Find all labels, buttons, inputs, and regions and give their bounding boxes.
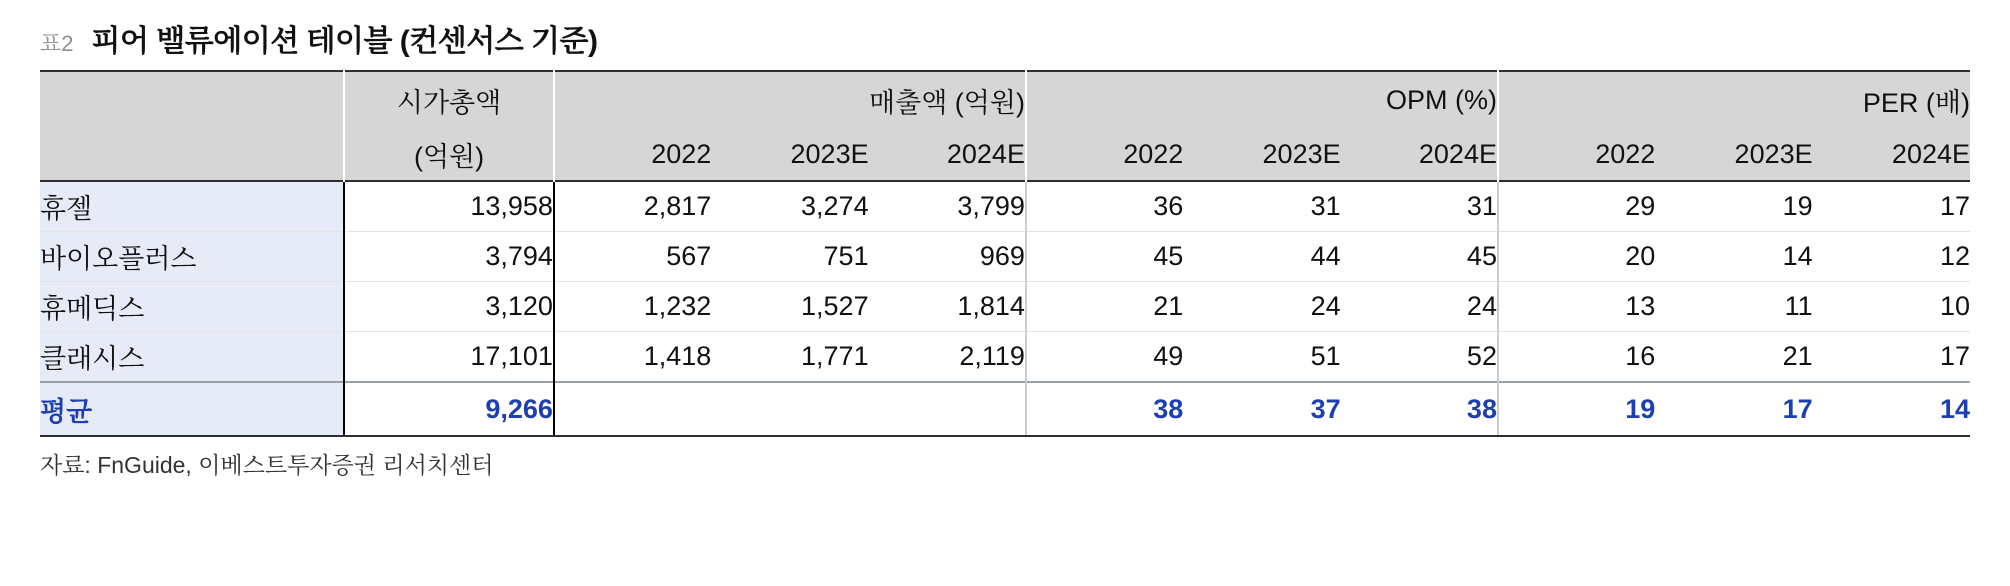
cell-per-2022: 20 (1498, 232, 1655, 282)
cell-per-2024e: 17 (1813, 332, 1970, 383)
cell-per-2022: 16 (1498, 332, 1655, 383)
cell-per-2022: 29 (1498, 181, 1655, 232)
header-revenue-group: 매출액 (억원) (554, 71, 1026, 128)
cell-opm-2024e: 45 (1341, 232, 1498, 282)
header-opm-2022: 2022 (1026, 128, 1183, 181)
table-head (40, 71, 1970, 181)
cell-revenue-2022: 567 (554, 232, 711, 282)
header-blank-corner (40, 71, 344, 128)
table-row (40, 232, 1970, 282)
cell-per-2024e: 12 (1813, 232, 1970, 282)
row-company-name: 휴젤 (40, 181, 344, 232)
cell-revenue-2023e: 751 (711, 232, 868, 282)
cell-per-2023e: 11 (1655, 282, 1812, 332)
table-average-row (40, 382, 1970, 436)
avg-opm-2024e: 38 (1341, 382, 1498, 436)
table-number-label: 표2 (40, 31, 74, 56)
avg-per-2023e: 17 (1655, 382, 1812, 436)
cell-revenue-2024e: 1,814 (869, 282, 1026, 332)
row-company-name: 휴메딕스 (40, 282, 344, 332)
header-opm-2024e: 2024E (1341, 128, 1498, 181)
cell-per-2022: 13 (1498, 282, 1655, 332)
source-note: 자료: FnGuide, 이베스트투자증권 리서치센터 (40, 452, 494, 478)
cell-opm-2024e: 31 (1341, 181, 1498, 232)
peer-valuation-table-wrapper (40, 70, 1970, 437)
header-marketcap-unit: (억원) (344, 128, 554, 181)
peer-valuation-table (40, 70, 1970, 437)
cell-per-2024e: 10 (1813, 282, 1970, 332)
avg-revenue-2024e (869, 382, 1026, 436)
avg-opm-2023e: 37 (1183, 382, 1340, 436)
cell-revenue-2022: 2,817 (554, 181, 711, 232)
cell-revenue-2023e: 1,527 (711, 282, 868, 332)
row-average-label: 평균 (40, 382, 344, 436)
cell-revenue-2024e: 969 (869, 232, 1026, 282)
cell-opm-2024e: 52 (1341, 332, 1498, 383)
cell-opm-2022: 45 (1026, 232, 1183, 282)
table-title-row (0, 0, 2010, 70)
avg-revenue-2023e (711, 382, 868, 436)
cell-opm-2023e: 24 (1183, 282, 1340, 332)
cell-revenue-2022: 1,418 (554, 332, 711, 383)
cell-marketcap: 3,794 (344, 232, 554, 282)
avg-revenue-2022 (554, 382, 711, 436)
table-header-sub-row (40, 128, 1970, 181)
row-company-name: 클래시스 (40, 332, 344, 383)
header-blank-corner-2 (40, 128, 344, 181)
header-opm-group: OPM (%) (1026, 71, 1498, 128)
header-marketcap-title: 시가총액 (344, 71, 554, 128)
cell-revenue-2024e: 3,799 (869, 181, 1026, 232)
cell-opm-2022: 36 (1026, 181, 1183, 232)
cell-opm-2022: 49 (1026, 332, 1183, 383)
cell-revenue-2023e: 3,274 (711, 181, 868, 232)
cell-per-2023e: 14 (1655, 232, 1812, 282)
avg-opm-2022: 38 (1026, 382, 1183, 436)
table-header-group-row (40, 71, 1970, 128)
cell-per-2023e: 21 (1655, 332, 1812, 383)
header-opm-2023e: 2023E (1183, 128, 1340, 181)
cell-revenue-2024e: 2,119 (869, 332, 1026, 383)
cell-opm-2024e: 24 (1341, 282, 1498, 332)
cell-per-2024e: 17 (1813, 181, 1970, 232)
avg-marketcap: 9,266 (344, 382, 554, 436)
cell-opm-2022: 21 (1026, 282, 1183, 332)
header-per-group: PER (배) (1498, 71, 1970, 128)
cell-opm-2023e: 51 (1183, 332, 1340, 383)
header-revenue-2022: 2022 (554, 128, 711, 181)
cell-marketcap: 17,101 (344, 332, 554, 383)
cell-revenue-2023e: 1,771 (711, 332, 868, 383)
avg-per-2024e: 14 (1813, 382, 1970, 436)
header-revenue-2024e: 2024E (869, 128, 1026, 181)
avg-per-2022: 19 (1498, 382, 1655, 436)
cell-opm-2023e: 44 (1183, 232, 1340, 282)
cell-opm-2023e: 31 (1183, 181, 1340, 232)
header-per-2022: 2022 (1498, 128, 1655, 181)
header-per-2024e: 2024E (1813, 128, 1970, 181)
header-per-2023e: 2023E (1655, 128, 1812, 181)
cell-marketcap: 13,958 (344, 181, 554, 232)
cell-marketcap: 3,120 (344, 282, 554, 332)
row-company-name: 바이오플러스 (40, 232, 344, 282)
table-body (40, 181, 1970, 436)
table-row (40, 332, 1970, 383)
table-row (40, 181, 1970, 232)
cell-revenue-2022: 1,232 (554, 282, 711, 332)
cell-per-2023e: 19 (1655, 181, 1812, 232)
header-revenue-2023e: 2023E (711, 128, 868, 181)
page-title: 피어 밸류에이션 테이블 (컨센서스 기준) (91, 25, 598, 58)
table-row (40, 282, 1970, 332)
